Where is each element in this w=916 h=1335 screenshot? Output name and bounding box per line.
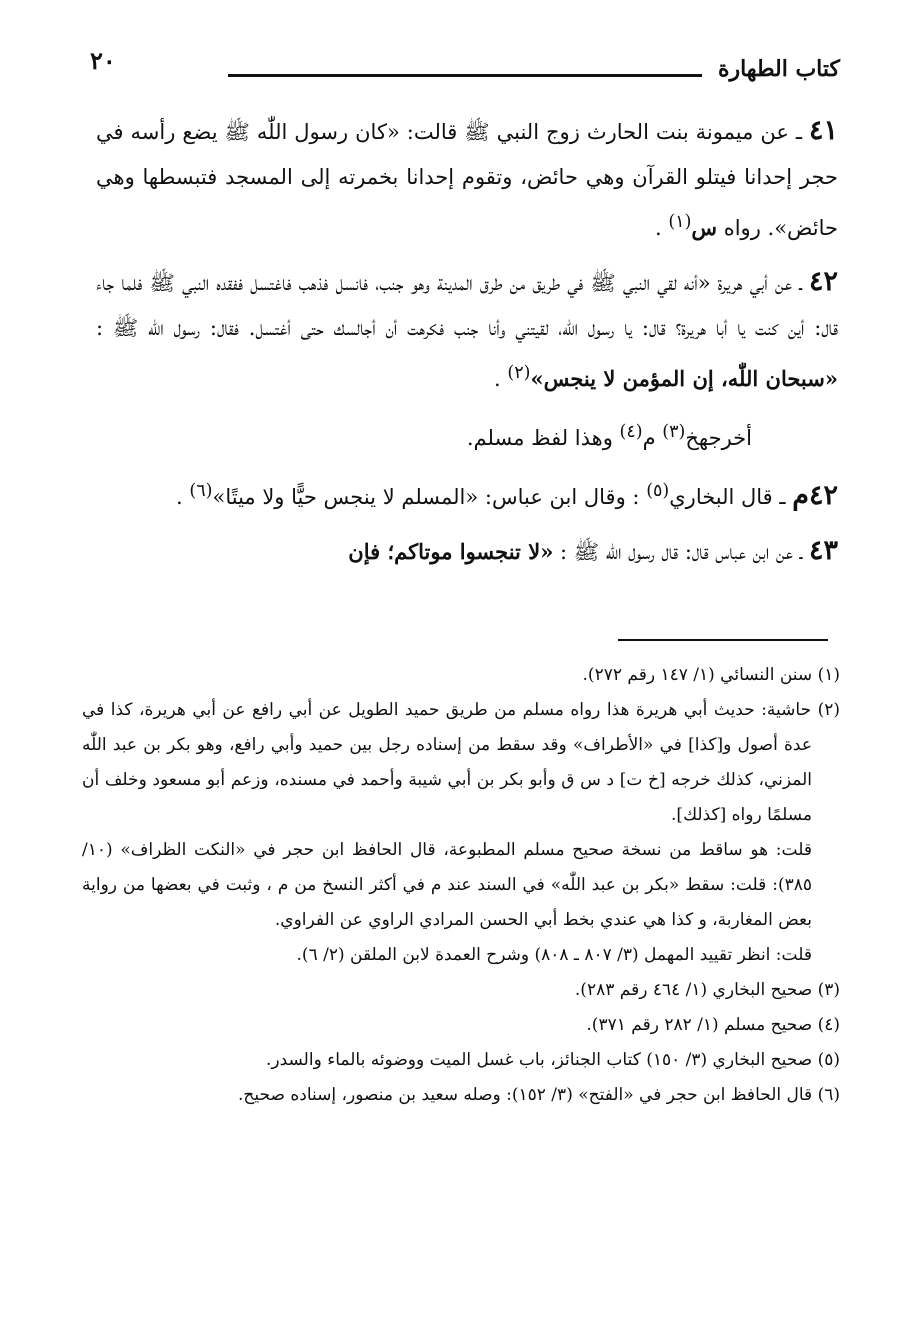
period: . — [176, 485, 183, 509]
takhrij-prefix: أخرجه — [698, 426, 752, 450]
footnote-5: (٥) صحيح البخاري (٣/ ١٥٠) كتاب الجنائز، باب غسل الميت ووضوئه بالماء والسدر. — [265, 1050, 840, 1070]
period: . — [654, 216, 662, 240]
hadith-dash: ـ — [799, 271, 802, 295]
hadith-42m — [96, 469, 838, 520]
hadith-43 — [96, 528, 838, 575]
source-abbrev: م — [642, 426, 656, 450]
footnote-2: (٢) حاشية: حديث أبي هريرة هذا رواه مسلم من طريق حميد الطويل عن أبي رافع عن أبي هريرة، كذا في عدة أصول و[كذا] في «الأطراف» وقد سقط من إسناده رجل بين حميد وأبي رافع، وهو بكر بن عبد اللّٰه المزني، كذلك خرجه [خ ت] د س ق وأبو بكر بن أبي شيبة وأحمد في مسنده، وزعم أبو مسعود وخلف أن مسلمًا رواه [كذلك]. — [82, 700, 840, 825]
footnote-ref: (٤) — [619, 422, 643, 442]
footnote-ref: (٢) — [507, 363, 531, 383]
hadith-text: عن ابن عباس قال: قال رسول اللّٰه ﷺ : — [560, 540, 793, 564]
hadith-text-continued: : وقال ابن عباس: «المسلم لا ينجس حيًّا ولا ميتًا» — [212, 485, 640, 509]
header-rule — [228, 74, 702, 77]
takhrij-suffix: وهذا لفظ مسلم. — [466, 426, 613, 450]
period: . — [494, 367, 501, 391]
footnote-1: (١) سنن النسائي (١/ ١٤٧ رقم ٢٧٢). — [582, 665, 840, 685]
hadith-text: عن ميمونة بنت الحارث زوج النبي ﷺ قالت: «كان رسول اللّٰه ﷺ يضع رأسه في حجر إحدانا فيتلو القرآن وهي حائض، وتقوم إحدانا بخمرته إلى المسجد فتبسطها وهي حائض». رواه — [96, 120, 838, 240]
hadith-42 — [96, 259, 838, 402]
footnote-ref: (٣) — [662, 422, 686, 442]
page-header — [90, 40, 840, 84]
hadith-text: قال البخاري — [669, 485, 773, 509]
footnote-4: (٤) صحيح مسلم (١/ ٢٨٢ رقم ٣٧١). — [586, 1015, 840, 1035]
running-title: كتاب الطهارة — [717, 56, 840, 82]
footnote-2-note: قلت: انظر تقييد المهمل (٣/ ٨٠٧ ـ ٨٠٨) وشرح العمدة لابن الملقن (٢/ ٦). — [296, 945, 812, 965]
footnote-2-note: قلت: هو ساقط من نسخة صحيح مسلم المطبوعة، قال الحافظ ابن حجر في «النكت الظراف» (١٠/ ٣٨٥): قلت: سقط «بكر بن عبد اللّٰه» في السند عند م في أكثر النسخ من م ، وثبت في بعضها من رواية بعض المغاربة، و كذا هي عندي بخط أبي الحسن المرادي الراوي عن الفراوي. — [82, 840, 812, 930]
footnote-ref: (٥) — [646, 481, 670, 501]
source-abbrev: خ — [685, 426, 699, 450]
footnotes — [82, 658, 840, 1113]
source-abbrev: س — [691, 215, 718, 240]
hadith-quote: «لا تنجسوا موتاكم؛ فإن — [348, 539, 554, 564]
hadith-text: عن أبي هريرة «أنه لقي النبي ﷺ في طريق من طرق المدينة وهو جنب، فانسل فذهب فاغتسل ففقده النبي ﷺ فلما جاء قال: أين كنت يا أبا هريرة؟ قال: يا رسول اللّٰه، لقيتني وأنا جنب فكرهت أن أجالسك حتى أغتسل. فقال: رسول اللّٰه ﷺ : — [96, 271, 838, 340]
takhrij-line — [96, 410, 838, 461]
hadith-dash: ـ — [779, 485, 786, 509]
hadith-number: ٤٢م — [792, 480, 838, 511]
footnote-separator — [618, 639, 828, 641]
hadith-number: ٤١ — [808, 115, 838, 146]
footnote-3: (٣) صحيح البخاري (١/ ٤٦٤ رقم ٢٨٣). — [574, 980, 840, 1000]
page-number: ٢٠ — [90, 46, 116, 75]
footnote-ref: (٦) — [189, 481, 213, 501]
hadith-41 — [96, 108, 838, 251]
hadith-number: ٤٣ — [808, 535, 838, 566]
hadith-dash: ـ — [799, 540, 803, 564]
hadith-quote: «سبحان اللّٰه، إن المؤمن لا ينجس» — [530, 366, 838, 391]
hadith-number: ٤٢ — [808, 266, 838, 297]
hadith-dash: ـ — [795, 120, 802, 144]
footnote-6: (٦) قال الحافظ ابن حجر في «الفتح» (٣/ ١٥٢): وصله سعيد بن منصور، إسناده صحيح. — [238, 1085, 840, 1105]
main-text — [96, 108, 838, 583]
footnote-ref: (١) — [668, 212, 692, 232]
